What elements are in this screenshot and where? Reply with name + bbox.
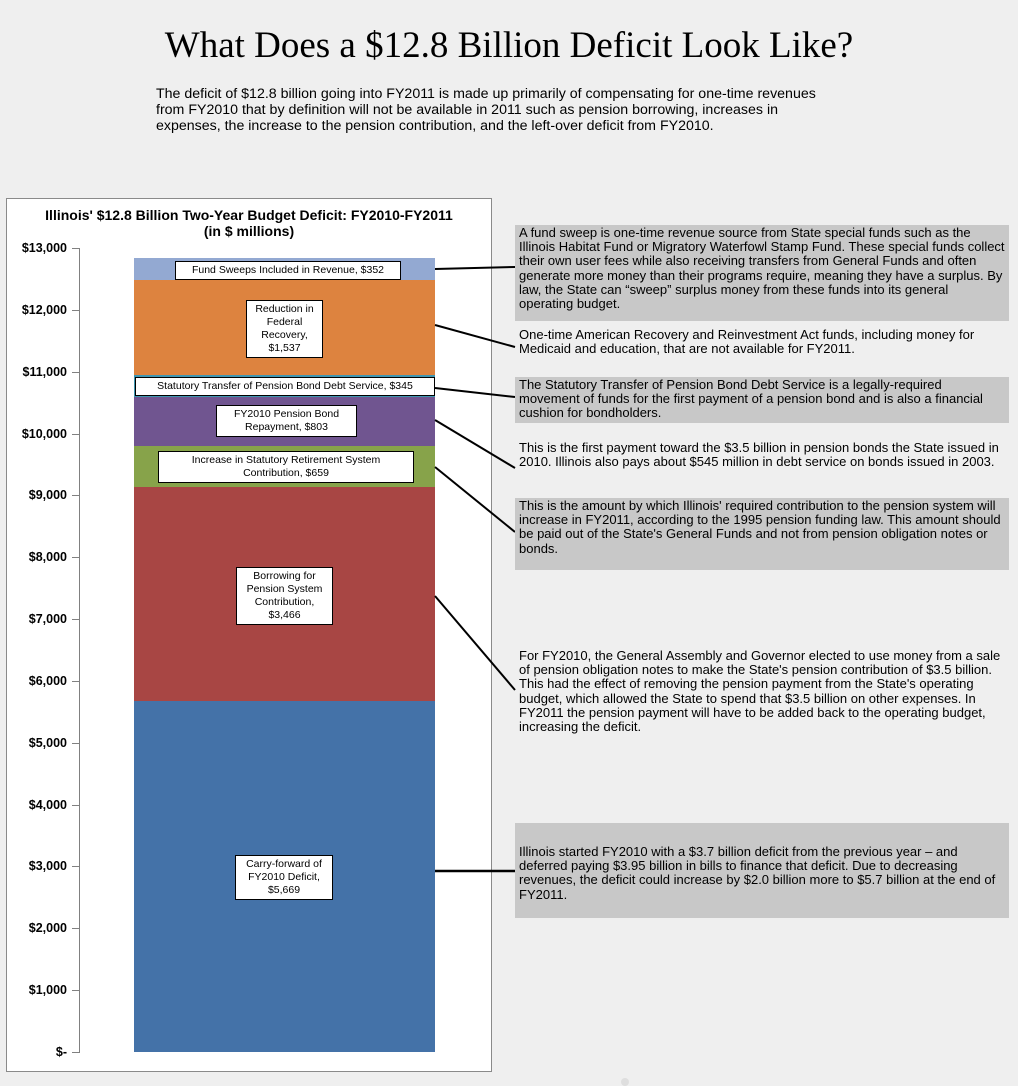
y-tick-label: $12,000 [21, 302, 67, 317]
connector-line-2 [435, 325, 515, 347]
data-label-4: FY2010 Pension Bond Repayment, $803 [216, 405, 357, 437]
y-tick-label: $7,000 [28, 612, 67, 627]
connector-line-3 [435, 388, 515, 397]
data-label-1: Carry-forward of FY2010 Deficit, $5,669 [235, 855, 333, 900]
note-statutory-transfer: The Statutory Transfer of Pension Bond Debt Service is a legally-required movement of funds for the first payment of a pension bond and is also a financial cushion for bondholders. [515, 377, 1009, 423]
y-tick-label: $4,000 [28, 797, 67, 812]
y-tick-label: $8,000 [28, 550, 67, 565]
y-tick-label: $1,000 [28, 983, 67, 998]
note-pension-borrowing: For FY2010, the General Assembly and Governor elected to use money from a sale of pension obligation notes to make the State's pension contribution of $3.5 billion. This had the effect of removing the pension payment from the State's operating budget, which allowed the State to spend that $3.5 billion on other expenses. In FY2011 the pension payment will have to be added back to the operating budget, increasing the deficit. [519, 648, 1001, 735]
note-carry-forward: Illinois started FY2010 with a $3.7 billion deficit from the previous year – and deferred paying $3.95 billion in bills to finance that deficit. Due to decreasing revenues, the deficit could increase by $2.0 billion more to $5.7 billion at the end of FY2011. [515, 823, 1009, 918]
y-tick-label: $2,000 [28, 921, 67, 936]
note-federal-recovery: One-time American Recovery and Reinvestment Act funds, including money for Medicaid and education, that are not available for FY2011. [519, 327, 975, 357]
data-label-7: Fund Sweeps Included in Revenue, $352 [175, 261, 401, 280]
intro-paragraph: The deficit of $12.8 billion going into FY2011 is made up primarily of compensating for one-time revenues from FY2010 that by definition will not be available in 2011 such as pension borrowing, increases in expenses, the increase to the pension contribution, and the left-over deficit from FY2010. [156, 86, 816, 134]
data-label-5: Statutory Transfer of Pension Bond Debt Service, $345 [135, 377, 435, 396]
data-label-2: Borrowing for Pension System Contribution, $3,466 [236, 567, 333, 625]
connector-line-5 [435, 467, 515, 532]
y-tick-label: $10,000 [21, 426, 67, 441]
connector-line-6 [435, 596, 515, 690]
y-tick-label: $9,000 [28, 488, 67, 503]
note-retirement-contribution: This is the amount by which Illinois' required contribution to the pension system will increase in FY2011, according to the 1995 pension funding law. This amount should be paid out of the State's General Funds and not from pension obligation notes or bonds. [515, 498, 1009, 570]
y-tick-label: $5,000 [28, 735, 67, 750]
note-fund-sweeps: A fund sweep is one-time revenue source from State special funds such as the Illinois Habitat Fund or Migratory Waterfowl Stamp Fund. These special funds collect their own user fees while also receiving transfers from General Funds and often generate more money than their programs require, meaning they have a surplus. By law, the State can “sweep” surplus money from these funds into its general operating budget. [515, 225, 1009, 321]
chart-title-sub: (in $ millions) [203, 223, 295, 239]
data-label-3: Increase in Statutory Retirement System Contribution, $659 [158, 451, 414, 483]
note-pension-bond: This is the first payment toward the $3.5 billion in pension bonds the State issued in 2010. Illinois also pays about $545 million in debt service on bonds issued in 2003. [519, 440, 999, 470]
y-tick-label: $11,000 [22, 364, 67, 379]
y-tick-label: $- [55, 1045, 67, 1059]
connector-line-1 [435, 267, 515, 269]
page-title: What Does a $12.8 Billion Deficit Look Like? [164, 25, 854, 66]
data-label-6: Reduction in Federal Recovery, $1,537 [246, 300, 323, 358]
chart-title-main: Illinois' $12.8 Billion Two-Year Budget Deficit: FY2010-FY2011 [45, 207, 453, 223]
y-tick-label: $13,000 [21, 241, 67, 255]
y-tick-label: $6,000 [28, 673, 67, 688]
connector-line-4 [435, 420, 515, 468]
y-tick-label: $3,000 [28, 859, 67, 874]
